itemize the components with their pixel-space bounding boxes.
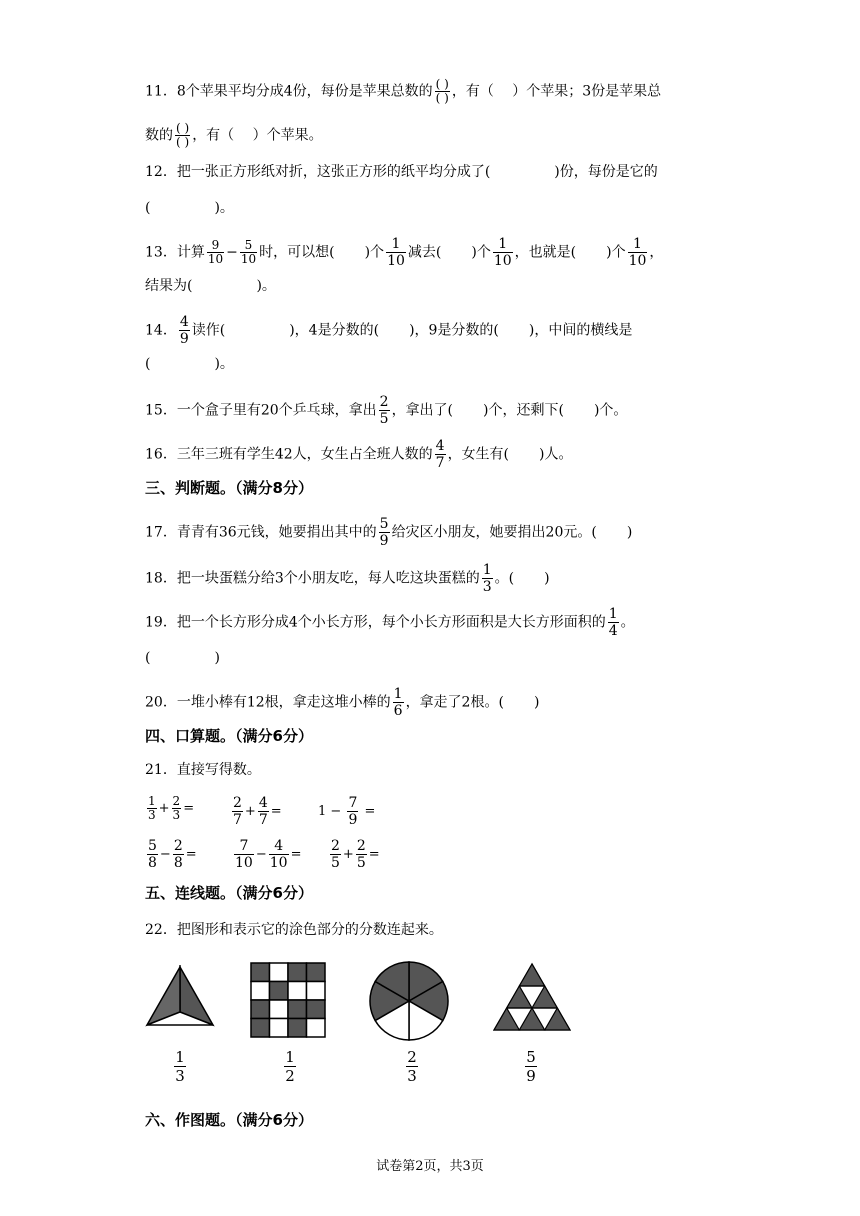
section-3-heading: 三、判断题。（满分8分） [145, 479, 313, 497]
question-13-line1: 13．计算 $\frac{9}{10}$ − $\frac{5}{10}$ 时，可以想( )个 $\frac{1}{10}$ 减去( )个 $\frac{1}{10}$ ，也就是( )个 $\frac{1}{10}$ ， [145, 236, 664, 269]
calc-expression: $\frac{7}{10}$ − $\frac{4}{10}$ = [235, 838, 302, 871]
fraction: $\frac{1}{10}$ [387, 236, 405, 269]
fraction: $\frac{5}{10}$ [240, 238, 257, 266]
question-11-line2: 数的 $\frac{( )}{( )}$ ，有（ ）个苹果。 [145, 121, 323, 149]
fraction-label[interactable]: $\frac{5}{9}$ [526, 1048, 536, 1085]
calc-expression: $\frac{1}{3}$ + $\frac{2}{3}$ = [148, 794, 195, 822]
calc-expression: $\frac{5}{8}$ − $\frac{2}{8}$ = [148, 838, 197, 871]
question-14-line2: ( )。 [145, 356, 234, 372]
question-12-line1: 12．把一张正方形纸对折，这张正方形的纸平均分成了( )份，每份是它的 [145, 164, 658, 180]
calc-expression: $\frac{2}{7}$ + $\frac{4}{7}$ = [233, 795, 282, 828]
fraction: $\frac{4}{9}$ [179, 314, 189, 347]
question-21-title: 21．直接写得数。 [145, 762, 261, 778]
shape-triangle-ninths [493, 962, 571, 1032]
fraction-blank: $\frac{( )}{( )}$ [435, 77, 449, 105]
question-14-line1: 14． $\frac{4}{9}$ 读作( )，4是分数的( )，9是分数的( )，中间的横线是 [145, 314, 633, 347]
fraction: $\frac{9}{10}$ [207, 238, 224, 266]
shape-circle-sectors [368, 960, 450, 1042]
question-22-title: 22．把图形和表示它的涂色部分的分数连起来。 [145, 922, 443, 938]
question-16: 16．三年三班有学生42人，女生占全班人数的 $\frac{4}{7}$ ，女生有( )人。 [145, 438, 573, 471]
section-4-heading: 四、口算题。（满分6分） [145, 727, 313, 745]
fraction: $\frac{5}{9}$ [379, 516, 389, 549]
shape-checkerboard [250, 962, 326, 1038]
section-5-heading: 五、连线题。（满分6分） [145, 884, 313, 902]
question-15: 15．一个盒子里有20个乒乓球，拿出 $\frac{2}{5}$ ，拿出了( )个，还剩下( )个。 [145, 394, 628, 427]
fraction: $\frac{1}{10}$ [493, 236, 512, 269]
calc-expression: $\frac{2}{5}$ + $\frac{2}{5}$ = [331, 838, 380, 871]
fraction-label[interactable]: $\frac{2}{3}$ [407, 1048, 417, 1085]
fraction-label[interactable]: $\frac{1}{2}$ [285, 1048, 295, 1085]
calc-expression: 1 − $\frac{7}{9}$ = [318, 795, 376, 828]
section-6-heading: 六、作图题。（满分6分） [145, 1111, 313, 1129]
page-footer: 试卷第2页，共3页 [376, 1159, 484, 1174]
fraction: $\frac{2}{5}$ [379, 394, 389, 427]
question-11-line1: 11．8个苹果平均分成4份，每份是苹果总数的 $\frac{( )}{( )}$ ，有（ ）个苹果；3份是苹果总 [145, 77, 662, 105]
fraction-blank: $\frac{( )}{( )}$ [176, 121, 190, 149]
question-20: 20．一堆小棒有12根，拿走这堆小棒的 $\frac{1}{6}$ ，拿走了2根。( ) [145, 686, 540, 719]
question-13-line2: 结果为( )。 [145, 278, 276, 294]
question-17: 17．青青有36元钱，她要捐出其中的 $\frac{5}{9}$ 给灾区小朋友，她要捐出20元。( ) [145, 516, 633, 549]
question-19-line2: ( ) [145, 650, 220, 666]
shape-triangle-thirds [145, 965, 215, 1030]
fraction: $\frac{1}{6}$ [393, 686, 403, 719]
fraction: $\frac{1}{3}$ [482, 562, 492, 595]
fraction: $\frac{4}{7}$ [435, 438, 445, 471]
question-19-line1: 19．把一个长方形分成4个小长方形，每个小长方形面积是大长方形面积的 $\frac{1}{4}$ 。 [145, 606, 635, 639]
question-18: 18．把一块蛋糕分给3个小朋友吃，每人吃这块蛋糕的 $\frac{1}{3}$ 。( ) [145, 562, 550, 595]
fraction: $\frac{1}{4}$ [608, 606, 618, 639]
question-12-line2: ( )。 [145, 200, 234, 216]
fraction-label[interactable]: $\frac{1}{3}$ [175, 1048, 185, 1085]
fraction: $\frac{1}{10}$ [628, 236, 647, 269]
